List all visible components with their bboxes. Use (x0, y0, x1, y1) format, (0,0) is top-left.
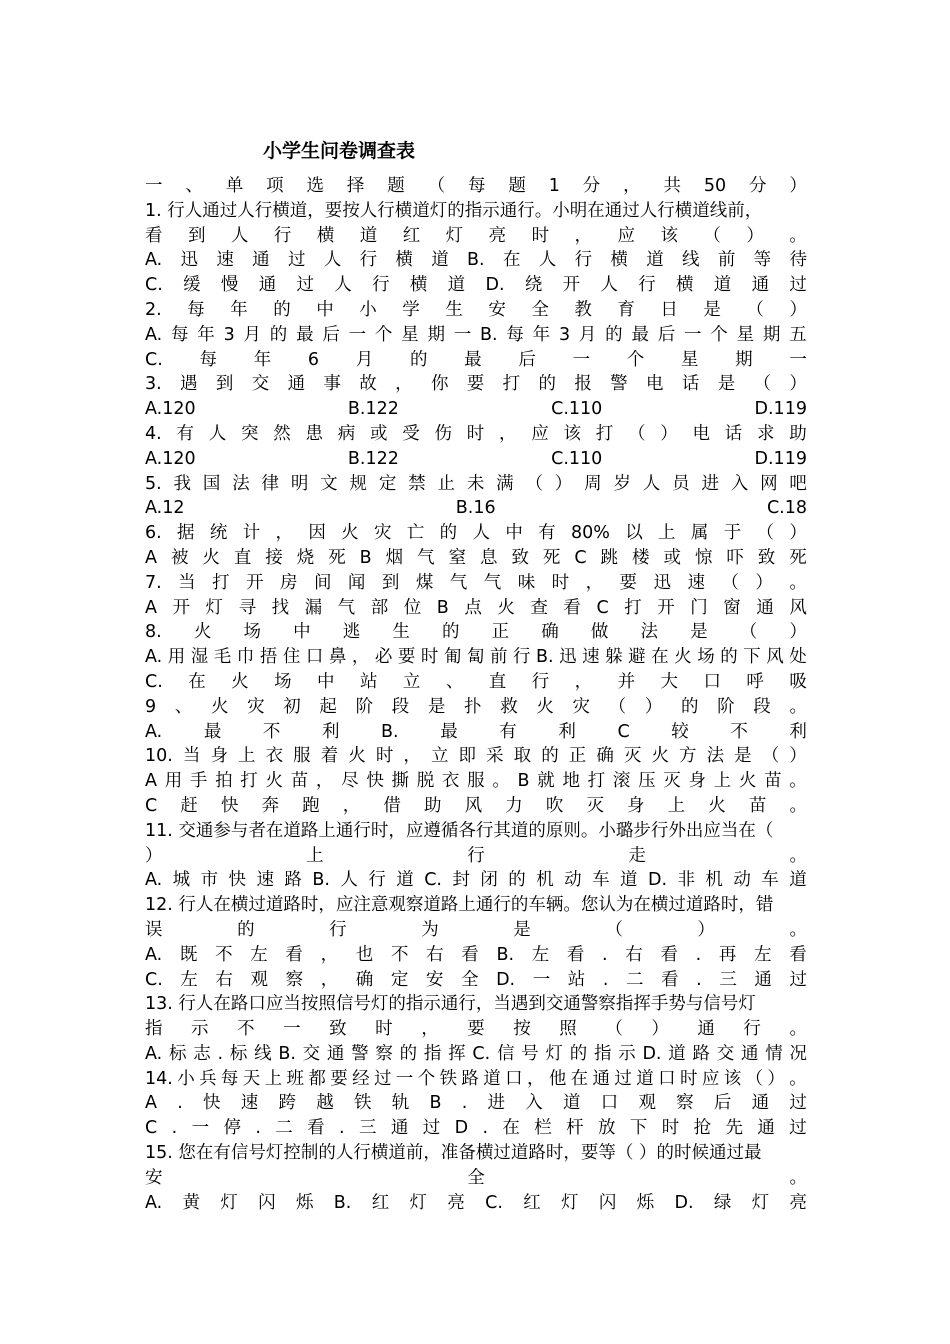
document-line: 安 全 。 (145, 1167, 807, 1188)
document-line: 12. 行人在横过道路时，应注意观察道路上通行的车辆。您认为在横过道路时，错 (145, 895, 774, 916)
document-line: 7. 当 打 开 房 间 闻 到 煤 气 气 味 时 ， 要 迅 速 （ ） 。 (145, 572, 807, 593)
document-line: A . 快 速 跨 越 铁 轨 B . 进 入 道 口 观 察 后 通 过 (145, 1093, 807, 1114)
document-line: 11. 交通参与者在道路上通行时，应遵循各行其道的原则。小璐步行外出应当在（ (145, 820, 774, 841)
document-line: A.12 B.16 C.18 (145, 498, 807, 519)
document-line: A. 标 志 . 标 线 B. 交 通 警 察 的 指 挥 C. 信 号 灯 的 指 示 D. 道 路 交 通 情 况 (145, 1043, 807, 1064)
document-line: A. 城 市 快 速 路 B. 人 行 道 C. 封 闭 的 机 动 车 道 D. 非 机 动 车 道 (145, 870, 807, 891)
document-line: 8. 火 场 中 逃 生 的 正 确 做 法 是 （ ） (145, 622, 807, 643)
document-line: 15. 您在有信号灯控制的人行横道前，准备横过道路时，要等（ ）的时候通过最 (145, 1143, 762, 1164)
document-line: 1. 行人通过人行横道，要按人行横道灯的指示通行。小明在通过人行横道线前， (145, 200, 763, 221)
document-line: 指 示 不 一 致 时 ， 要 按 照 （ ） 通 行 。 (145, 1019, 807, 1040)
document-line: 10. 当 身 上 衣 服 着 火 时 ， 立 即 采 取 的 正 确 灭 火 方 法 是 （ ） (145, 746, 807, 767)
page-title: 小学生问卷调查表 (263, 140, 416, 162)
document-line: A 开 灯 寻 找 漏 气 部 位 B 点 火 查 看 C 打 开 门 窗 通 风 (145, 597, 807, 618)
document-line: 看 到 人 行 横 道 红 灯 亮 时 ， 应 该 （ ） 。 (145, 225, 807, 246)
document-line: C. 缓 慢 通 过 人 行 横 道 D. 绕 开 人 行 横 道 通 过 (145, 275, 807, 296)
document-line: C 赶 快 奔 跑 ， 借 助 风 力 吹 灭 身 上 火 苗 。 (145, 795, 807, 816)
document-line: C. 左 右 观 察 ， 确 定 安 全 D. 一 站 . 二 看 . 三 通 过 (145, 969, 807, 990)
document-line: A. 黄 灯 闪 烁 B. 红 灯 亮 C. 红 灯 闪 烁 D. 绿 灯 亮 (145, 1192, 807, 1213)
document-line: 13. 行人在路口应当按照信号灯的指示通行，当遇到交通警察指挥手势与信号灯 (145, 994, 756, 1015)
document-line: A. 用 湿 毛 巾 捂 住 口 鼻 ， 必 要 时 匍 匐 前 行 B. 迅 速 躲 避 在 火 场 的 下 风 处 (145, 647, 807, 668)
document-line: A. 既 不 左 看 ， 也 不 右 看 B. 左 看 . 右 看 . 再 左 看 (145, 944, 807, 965)
document-line: A. 迅 速 通 过 人 行 横 道 B. 在 人 行 横 道 线 前 等 待 (145, 250, 807, 271)
document-line: 4. 有 人 突 然 患 病 或 受 伤 时 ， 应 该 打 （ ） 电 话 求 助 (145, 423, 807, 444)
document-line: A 被 火 直 接 烧 死 B 烟 气 窒 息 致 死 C 跳 楼 或 惊 吓 致 死 (145, 547, 807, 568)
document-line: 6. 据 统 计 ， 因 火 灾 亡 的 人 中 有 80% 以 上 属 于 （ ） (145, 523, 807, 544)
document-line: 9 、 火 灾 初 起 阶 段 是 扑 救 火 灾 （ ） 的 阶 段 。 (145, 696, 807, 717)
document-line: C. 在 火 场 中 站 立 、 直 行 ， 并 大 口 呼 吸 (145, 671, 807, 692)
document-line: 5. 我 国 法 律 明 文 规 定 禁 止 未 满 （ ） 周 岁 人 员 进 入 网 吧 (145, 473, 807, 494)
document-line: C. 每 年 6 月 的 最 后 一 个 星 期 一 (145, 349, 807, 370)
document-line: 一 、 单 项 选 择 题 （ 每 题 1 分 ， 共 50 分 ） (145, 176, 807, 196)
document-line: 2. 每 年 的 中 小 学 生 安 全 教 育 日 是 （ ） (145, 299, 807, 320)
document-line: 14. 小 兵 每 天 上 班 都 要 经 过 一 个 铁 路 道 口 ， 他 在 通 过 道 口 时 应 该 （ ） 。 (145, 1068, 807, 1089)
question-list (145, 174, 807, 1215)
document-line: A 用 手 拍 打 火 苗 ， 尽 快 撕 脱 衣 服 。 B 就 地 打 滚 压 灭 身 上 火 苗 。 (145, 771, 807, 792)
document-line: 误 的 行 为 是 （ ） 。 (145, 919, 807, 940)
document-line: A. 每 年 3 月 的 最 后 一 个 星 期 一 B. 每 年 3 月 的 最 后 一 个 星 期 五 (145, 324, 807, 345)
document-line: ） 上 行 走 。 (145, 845, 807, 866)
document-line: A.120 B.122 C.110 D.119 (145, 399, 807, 420)
document-line: A. 最 不 利 B. 最 有 利 C 较 不 利 (145, 721, 807, 742)
document-line: A.120 B.122 C.110 D.119 (145, 448, 807, 469)
document-line: C . 一 停 . 二 看 . 三 通 过 D . 在 栏 杆 放 下 时 抢 先 通 过 (145, 1118, 807, 1139)
document-line: 3. 遇 到 交 通 事 故 ， 你 要 打 的 报 警 电 话 是 （ ） (145, 374, 807, 395)
